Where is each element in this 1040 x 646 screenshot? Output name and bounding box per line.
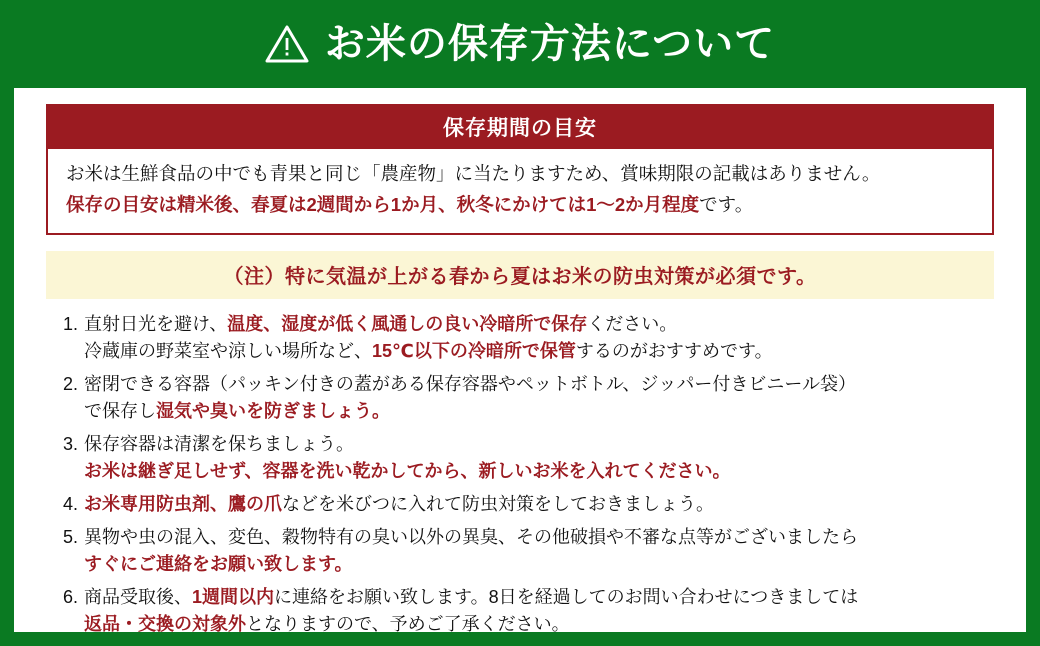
tip-segment: 直射日光を避け、 — [84, 313, 228, 334]
tip-line — [84, 584, 1002, 611]
tip-line — [84, 491, 1002, 518]
storage-period-line1: お米は生鮮食品の中でも青果と同じ「農産物」に当たりますため、賞味期限の記載はありません。 — [66, 163, 881, 184]
tip-segment: 返品・交換の対象外 — [84, 613, 246, 634]
tip-line — [84, 551, 1002, 578]
tip-number: 5. — [62, 526, 78, 547]
tip-number: 6. — [62, 586, 78, 607]
tip-line — [84, 458, 1002, 485]
tip-item — [48, 584, 1002, 638]
tip-segment: お米専用防虫剤、鷹の爪 — [84, 493, 282, 514]
tip-text — [84, 311, 1002, 365]
tip-text — [84, 524, 1002, 578]
tip-line — [84, 431, 1002, 458]
storage-period-line2-tail: です。 — [699, 193, 754, 215]
tip-segment: 1週間以内 — [192, 586, 275, 607]
storage-period-body — [48, 149, 992, 233]
tip-segment: に連絡をお願い致します。8日を経過してのお問い合わせにつきましては — [274, 586, 859, 607]
tip-number: 3. — [62, 433, 78, 454]
tip-segment: 15℃以下の冷暗所で保管 — [372, 340, 576, 361]
tip-segment: すぐにご連絡をお願い致します。 — [84, 553, 353, 574]
tip-line — [84, 371, 1002, 398]
tips-list — [38, 311, 1002, 638]
storage-period-line2-red: 保存の目安は精米後、春夏は2週間から1か月、秋冬にかけては1〜2か月程度 — [66, 193, 700, 215]
tip-line — [84, 338, 1002, 365]
tip-number: 2. — [62, 373, 78, 394]
tip-text — [84, 491, 1002, 518]
tip-line — [84, 611, 1002, 638]
tip-segment: で保存し — [84, 400, 156, 421]
tip-segment: お米は継ぎ足しせず、容器を洗い乾かしてから、新しいお米を入れてください。 — [84, 460, 731, 481]
storage-period-line2 — [66, 192, 974, 219]
tip-text — [84, 584, 1002, 638]
storage-period-title: 保存期間の目安 — [48, 106, 992, 149]
tip-item — [48, 311, 1002, 365]
tip-segment: 冷蔵庫の野菜室や涼しい場所など、 — [84, 340, 372, 361]
tip-segment: 商品受取後、 — [84, 586, 192, 607]
tip-number: 1. — [62, 313, 78, 334]
tip-text — [84, 431, 1002, 485]
content-panel — [14, 88, 1026, 632]
tip-text — [84, 371, 1002, 425]
page-title: お米の保存方法について — [324, 22, 776, 66]
tip-segment: 保存容器は清潔を保ちましょう。 — [84, 433, 354, 454]
tip-segment: となりますので、予めご了承ください。 — [246, 613, 570, 634]
tip-segment: 温度、湿度が低く風通しの良い冷暗所で保存 — [227, 313, 588, 334]
tip-number: 4. — [62, 493, 78, 514]
tip-line — [84, 524, 1002, 551]
pest-warning-note: （注）特に気温が上がる春から夏はお米の防虫対策が必須です。 — [46, 251, 994, 299]
tip-item — [48, 371, 1002, 425]
tip-segment: などを米びつに入れて防虫対策をしておきましょう。 — [282, 493, 714, 514]
tip-segment: 湿気や臭いを防ぎましょう。 — [156, 400, 390, 421]
page-header — [0, 0, 1040, 88]
tip-segment: 密閉できる容器（パッキン付きの蓋がある保存容器やペットボトル、ジッパー付きビニール袋） — [84, 373, 857, 394]
tip-item — [48, 491, 1002, 518]
tip-line — [84, 311, 1002, 338]
storage-period-box — [46, 104, 994, 235]
tip-line — [84, 398, 1002, 425]
tip-segment: ください。 — [587, 313, 678, 334]
tip-item — [48, 431, 1002, 485]
warning-triangle-icon — [265, 24, 309, 64]
tip-segment: するのがおすすめです。 — [575, 340, 773, 361]
tip-item — [48, 524, 1002, 578]
tip-segment: 異物や虫の混入、変色、穀物特有の臭い以外の異臭、その他破損や不審な点等がございましたら — [84, 526, 858, 547]
